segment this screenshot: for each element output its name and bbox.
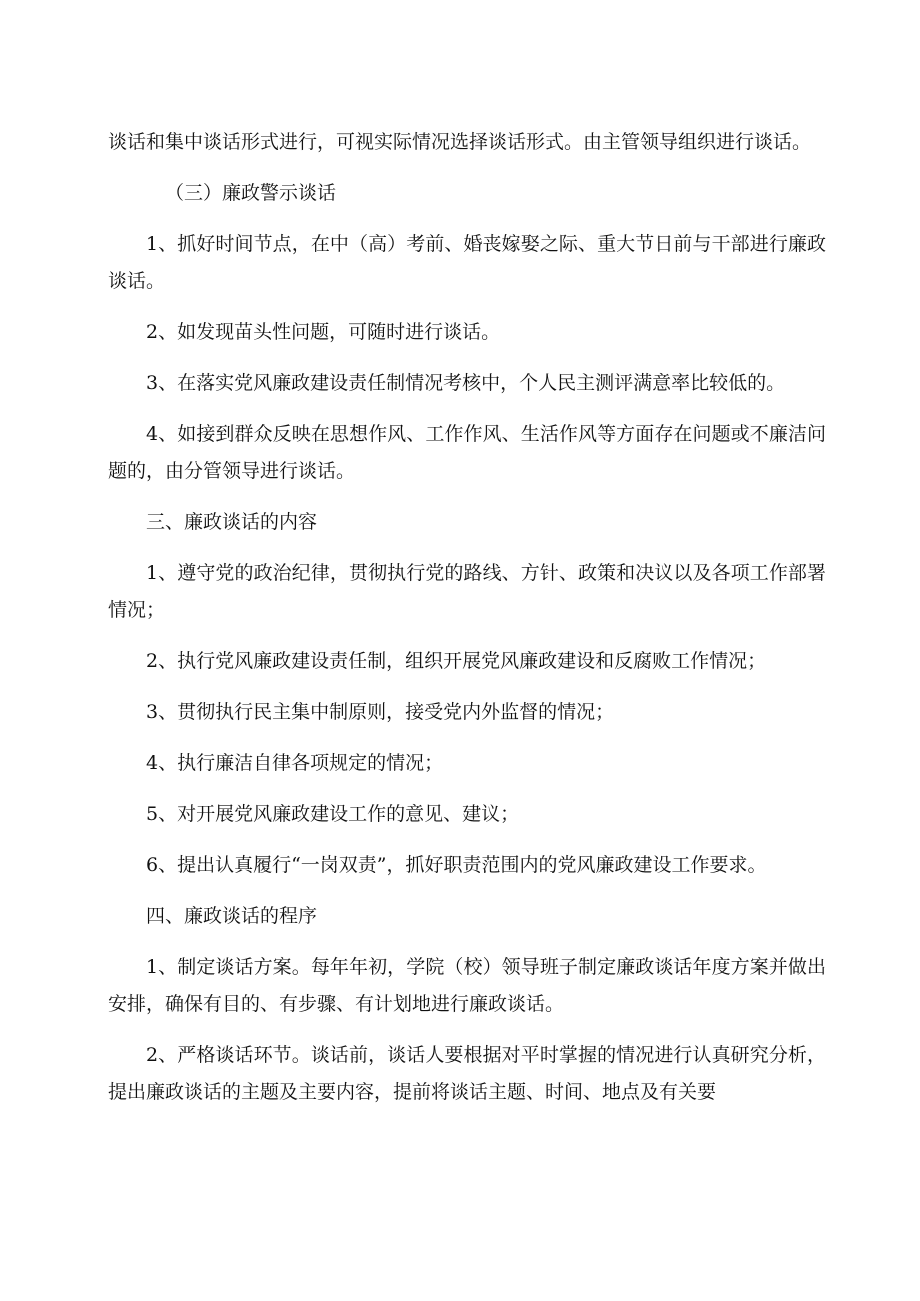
- paragraph-item: 3、在落实党风廉政建设责任制情况考核中，个人民主测评满意率比较低的。: [146, 372, 786, 394]
- paragraph-item: 1、制定谈话方案。每年年初，学院（校）领导班子制定廉政谈话年度方案并做出安排，确保有目的、有步骤、有计划地进行廉政谈话。: [108, 956, 826, 1015]
- paragraph-item: 6、提出认真履行“一岗双责”，抓好职责范围内的党风廉政建设工作要求。: [146, 854, 767, 876]
- paragraph-item: 2、严格谈话环节。谈话前，谈话人要根据对平时掌握的情况进行认真研究分析，提出廉政谈话的主题及主要内容，提前将谈话主题、时间、地点及有关要: [108, 1044, 826, 1103]
- paragraph-item: 5、对开展党风廉政建设工作的意见、建议；: [146, 803, 520, 825]
- document-page: [108, 124, 826, 1125]
- section-heading-warning-talk: （三）廉政警示谈话: [165, 182, 337, 204]
- paragraph-item: 4、执行廉洁自律各项规定的情况；: [146, 752, 444, 774]
- paragraph-item: 1、抓好时间节点，在中（高）考前、婚丧嫁娶之际、重大节日前与干部进行廉政谈话。: [108, 233, 826, 292]
- paragraph-item: 3、贯彻执行民主集中制原则，接受党内外监督的情况；: [146, 701, 615, 723]
- section-heading-procedure: 四、廉政谈话的程序: [146, 905, 318, 927]
- paragraph-item: 4、如接到群众反映在思想作风、工作作风、生活作风等方面存在问题或不廉洁问题的，由分管领导进行谈话。: [108, 423, 826, 482]
- paragraph-item: 1、遵守党的政治纪律，贯彻执行党的路线、方针、政策和决议以及各项工作部署情况；: [108, 562, 826, 621]
- section-heading-content: 三、廉政谈话的内容: [146, 511, 318, 533]
- paragraph-item: 2、执行党风廉政建设责任制，组织开展党风廉政建设和反腐败工作情况；: [146, 650, 767, 672]
- paragraph-item: 2、如发现苗头性问题，可随时进行谈话。: [146, 321, 501, 343]
- paragraph-continuation: 谈话和集中谈话形式进行，可视实际情况选择谈话形式。由主管领导组织进行谈话。: [108, 131, 812, 153]
